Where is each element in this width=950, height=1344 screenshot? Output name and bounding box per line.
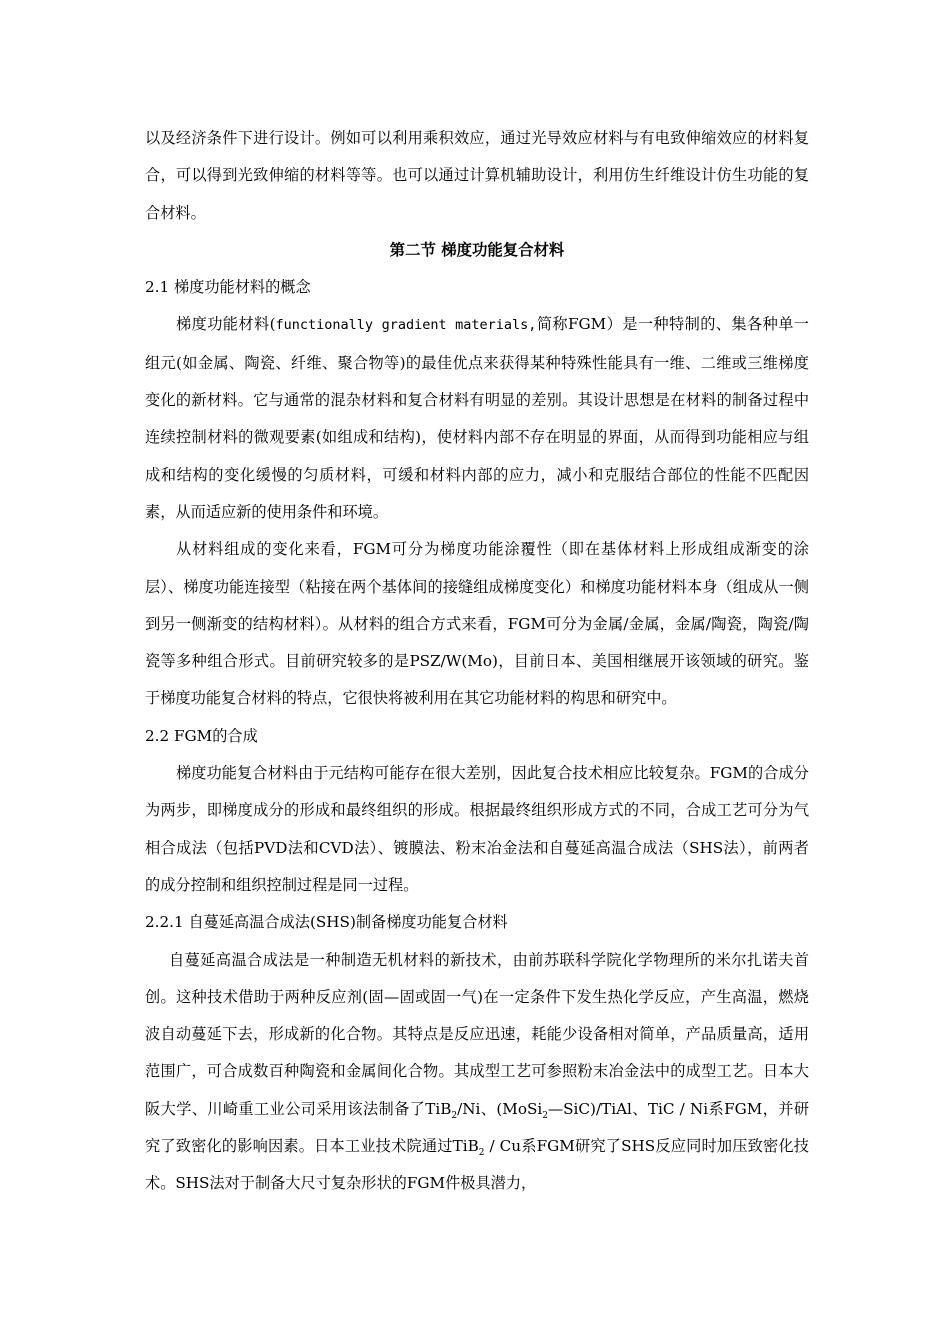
- shs-text-part-2: /Ni、(MoSi: [457, 1099, 543, 1118]
- paragraph-intro: 以及经济条件下进行设计。例如可以利用乘积效应，通过光导效应材料与有电致伸缩效应的材料复合，可以得到光致伸缩的材料等等。也可以通过计算机辅助设计，利用仿生纤维设计仿生功能的复合材料。: [145, 129, 809, 222]
- subscript-2: 2: [542, 1110, 548, 1121]
- paragraph-rest: 简称FGM）是一种特制的、集各种单一组元(如金属、陶瓷、纤维、聚合物等)的最佳优点来获得某种特殊性能具有一维、二维或三维梯度变化的新材料。它与通常的混杂材料和复合材料有明显的差别。其设计思想是在材料的制备过程中连续控制材料的微观要素(如组成和结构)，使材料内部不存在明显的界面，从而得到功能相应与组成和结构的变化缓慢的匀质材料，可缓和材料内部的应力，减小和克服结合部位的性能不匹配因素，从而适应新的使用条件和环境。: [145, 315, 809, 521]
- paragraph-lead: 梯度功能材料(: [176, 315, 276, 334]
- paragraph-2-2-synthesis: 梯度功能复合材料由于元结构可能存在很大差别，因此复合技术相应比较复杂。FGM的合成分为两步，即梯度成分的形成和最终组织的形成。根据最终组织形成方式的不同，合成工艺可分为气相合成法（包括PVD法和CVD法）、镀膜法、粉末冶金法和自蔓延高温合成法（SHS法），前两者的成分控制和组织控制过程是同一过程。: [145, 764, 809, 894]
- heading-2-1: 2.1 梯度功能材料的概念: [145, 278, 311, 297]
- subscript-3: 2: [478, 1148, 485, 1159]
- shs-text-part-4: / Cu系FGM研究了SHS反应同时加压致密化技术。SHS法对于制备大尺寸复杂形状的FGM件极具潜力，: [145, 1137, 809, 1193]
- paragraph-2-1-concept: [145, 306, 809, 531]
- english-term: functionally gradient materials,: [275, 317, 537, 334]
- heading-2-2-1: 2.2.1 自蔓延高温合成法(SHS)制备梯度功能复合材料: [145, 913, 508, 932]
- subscript-1: 2: [451, 1110, 458, 1121]
- shs-text-part-3: —SiC)/TiAl、TiC / Ni系FGM，并研究了致密化的影响因素。日本工业技术院通过TiB: [145, 1099, 810, 1156]
- paragraph-2-1-classification: 从材料组成的变化来看，FGM可分为梯度功能涂覆性（即在基体材料上形成组成渐变的涂层）、梯度功能连接型（粘接在两个基体间的接缝组成梯度变化）和梯度功能材料本身（组成从一侧到另一侧渐变的结构材料）。从材料的组合方式来看，FGM可分为金属/金属，金属/陶瓷，陶瓷/陶瓷等多种组合形式。目前研究较多的是PSZ/W(Mo)，目前日本、美国相继展开该领域的研究。鉴于梯度功能复合材料的特点，它很快将被利用在其它功能材料的构思和研究中。: [145, 540, 809, 708]
- section-title: 第二节 梯度功能复合材料: [389, 240, 565, 259]
- document-body: [145, 120, 809, 1203]
- shs-text-part-1: 自蔓延高温合成法是一种制造无机材料的新技术，由前苏联科学院化学物理所的米尔扎诺夫首创。这种技术借助于两种反应剂(固—固或固一气)在一定条件下发生热化学反应，产生高温，燃烧波自动蔓延下去，形成新的化合物。其特点是反应迅速，耗能少设备相对简单，产品质量高，适用范围广，可合成数百种陶瓷和金属间化合物。其成型工艺可参照粉末冶金法中的成型工艺。日本大阪大学、川崎重工业公司采用该法制备了TiB: [145, 950, 809, 1118]
- heading-2-2: 2.2 FGM的合成: [145, 726, 258, 745]
- paragraph-2-2-1-shs: [145, 942, 809, 1203]
